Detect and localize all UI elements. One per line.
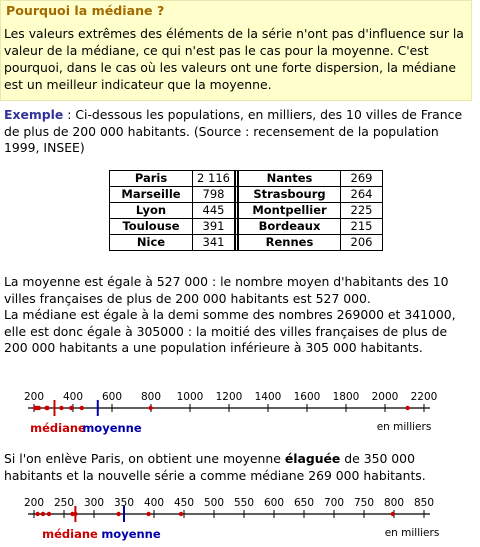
tick-label: 350 (113, 497, 135, 509)
tick-label: 850 (413, 497, 435, 509)
tick-label: 2000 (371, 391, 399, 403)
tick-label: 800 (140, 391, 162, 403)
tick-label: 1200 (215, 391, 243, 403)
population-cell: 391 (193, 219, 236, 235)
mean-paragraph: La moyenne est égale à 527 000 : le nombre moyen d'habitants des 10 villes françaises de plus de 200 000 habitants est 527 000. (4, 274, 449, 306)
table-row (110, 171, 383, 187)
tick-label: 400 (62, 391, 84, 403)
population-cell: 445 (193, 203, 236, 219)
population-cell: 2 116 (193, 171, 236, 187)
example-label: Exemple (4, 107, 64, 122)
tick-label: 300 (83, 497, 105, 509)
unit-label: en milliers (384, 527, 440, 539)
city-cell: Lyon (110, 203, 193, 219)
tick-label: 2200 (410, 391, 438, 403)
table-row (110, 235, 383, 251)
data-point (59, 406, 63, 410)
page-title: Pourquoi la médiane ? (6, 3, 165, 18)
unit-label: en milliers (376, 421, 432, 433)
data-point (37, 406, 41, 410)
median-label: médiane (42, 527, 98, 541)
tick-label: 1600 (293, 391, 321, 403)
tick-label: 550 (233, 497, 255, 509)
cities-table (109, 170, 383, 251)
tick-label: 650 (293, 497, 315, 509)
data-point (45, 406, 49, 410)
data-point (47, 512, 51, 516)
tick-label: 400 (143, 497, 165, 509)
tick-label: 200 (23, 497, 45, 509)
mean-label: moyenne (101, 527, 161, 541)
example-text: : Ci-dessous les populations, en milliers, des 10 villes de France de plus de 200 000 habitants. (Source : recensement de la population 1999, INSEE) (4, 107, 463, 156)
example-paragraph (4, 107, 474, 157)
data-point (146, 512, 150, 516)
tick-label: 800 (383, 497, 405, 509)
data-point (391, 512, 395, 516)
population-cell: 798 (193, 187, 236, 203)
population-cell: 269 (341, 171, 383, 187)
tick-label: 750 (353, 497, 375, 509)
city-cell: Paris (110, 171, 193, 187)
data-point (69, 406, 73, 410)
trimmed-bold: élaguée (284, 451, 341, 466)
population-cell: 341 (193, 235, 236, 251)
data-point (80, 406, 84, 410)
trimmed-text-before: Si l'on enlève Paris, on obtient une moyenne (4, 451, 285, 466)
table-row (110, 219, 383, 235)
data-point (41, 512, 45, 516)
tick-label: 700 (323, 497, 345, 509)
number-line-1 (0, 384, 480, 436)
trimmed-text-after: de 350 000 habitants et la nouvelle série a comme médiane 269 000 habitants. (4, 451, 426, 483)
population-cell: 264 (341, 187, 383, 203)
tick-label: 1000 (176, 391, 204, 403)
data-point (405, 406, 409, 410)
data-point (116, 512, 120, 516)
data-point (35, 512, 39, 516)
median-paragraph: La médiane est égale à la demi somme des nombres 269000 et 341000, elle est donc égale à 305000 : la moitié des villes françaises de plus de 200 000 habitants a une population inférieure à 305 000 habitants. (4, 307, 456, 356)
population-cell: 206 (341, 235, 383, 251)
population-cell: 225 (341, 203, 383, 219)
trimmed-paragraph (4, 451, 474, 484)
median-label: médiane (30, 421, 86, 435)
tick-label: 600 (263, 497, 285, 509)
tick-label: 500 (203, 497, 225, 509)
number-line-2 (0, 489, 480, 545)
city-cell: Montpellier (238, 203, 341, 219)
tick-label: 1400 (254, 391, 282, 403)
table-row (110, 187, 383, 203)
city-cell: Bordeaux (238, 219, 341, 235)
table-row (110, 203, 383, 219)
population-cell: 215 (341, 219, 383, 235)
intro-text: Les valeurs extrêmes des éléments de la série n'ont pas d'influence sur la valeur de la médiane, ce qui n'est pas le cas pour la moyenne. C'est pourquoi, dans le cas où les valeurs ont une forte dispersion, la médiane est un meilleur indicateur que la moyenne. (4, 26, 464, 92)
city-cell: Toulouse (110, 219, 193, 235)
tick-label: 250 (53, 497, 75, 509)
tick-label: 1800 (332, 391, 360, 403)
city-cell: Strasbourg (238, 187, 341, 203)
tick-label: 600 (101, 391, 123, 403)
city-cell: Marseille (110, 187, 193, 203)
data-point (148, 406, 152, 410)
tick-label: 450 (173, 497, 195, 509)
tick-label: 200 (23, 391, 45, 403)
data-point (179, 512, 183, 516)
city-cell: Nantes (238, 171, 341, 187)
city-cell: Nice (110, 235, 193, 251)
city-cell: Rennes (238, 235, 341, 251)
mean-label: moyenne (82, 421, 142, 435)
